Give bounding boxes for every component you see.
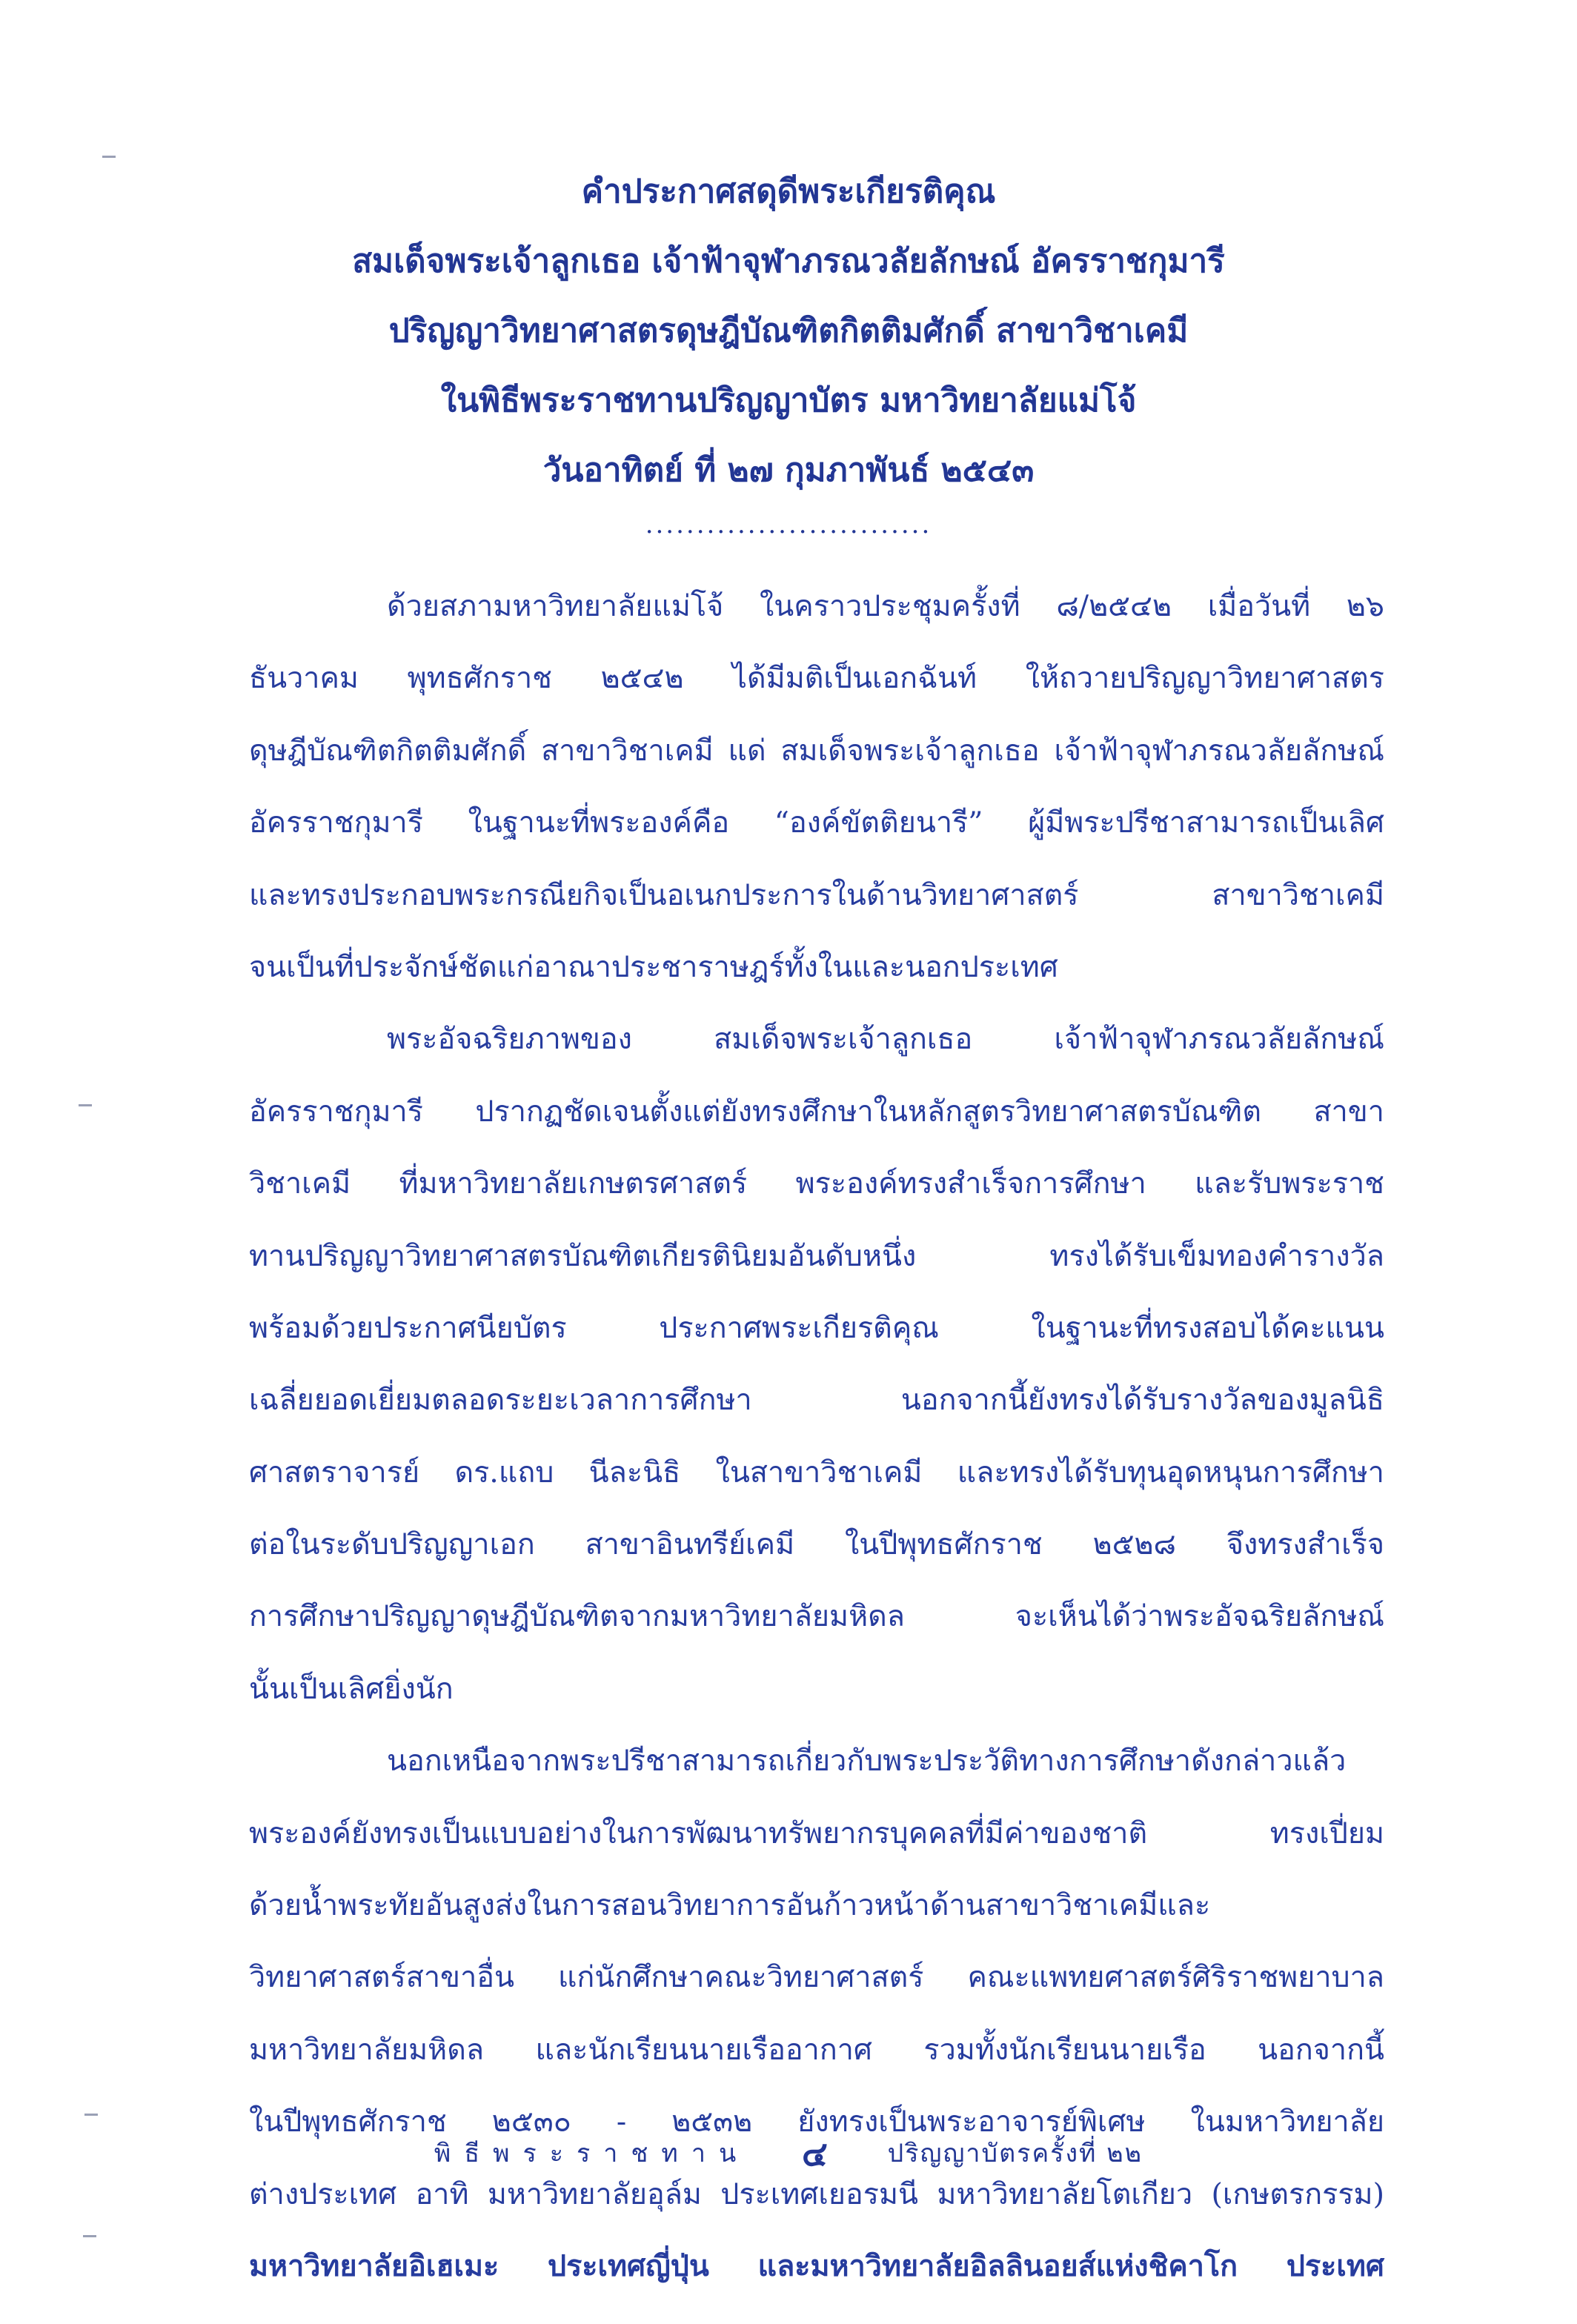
body-line: พร้อมด้วยประกาศนียบัตร ประกาศพระเกียรติคุณ ในฐานะที่ทรงสอบได้คะแนน (249, 1310, 1384, 1345)
body-line: ด้วยน้ำพระทัยอันสูงส่งในการสอนวิทยาการอันก้าวหน้าด้านสาขาวิชาเคมีและ (249, 1888, 1211, 1923)
scan-margin-mark (84, 2114, 98, 2116)
body-line: ดุษฎีบัณฑิตกิตติมศักดิ์ สาขาวิชาเคมี แด่ สมเด็จพระเจ้าลูกเธอ เจ้าฟ้าจุฬาภรณวลัยลักษณ์ (249, 733, 1384, 768)
scan-margin-mark (79, 1104, 92, 1106)
body-line: และทรงประกอบพระกรณียกิจเป็นอเนกประการในด้านวิทยาศาสตร์ สาขาวิชาเคมี (249, 877, 1384, 912)
heading-date: วันอาทิตย์ ที่ ๒๗ กุมภาพันธ์ ๒๕๔๓ (542, 451, 1035, 489)
scan-margin-mark (83, 2235, 96, 2237)
body-line: มหาวิทยาลัยมหิดล และนักเรียนนายเรืออากาศ รวมทั้งนักเรียนนายเรือ นอกจากนี้ (249, 2032, 1384, 2067)
body-line: เฉลี่ยยอดเยี่ยมตลอดระยะเวลาการศึกษา นอกจากนี้ยังทรงได้รับรางวัลของมูลนิธิ (249, 1383, 1384, 1418)
footer-ceremony-label: พิธีพระราชทาน (434, 2139, 750, 2168)
body-line: มหาวิทยาลัยอิเฮเมะ ประเทศญี่ปุ่น และมหาวิทยาลัยอิลลินอยส์แห่งชิคาโก ประเทศ (249, 2248, 1384, 2283)
body-line: ด้วยสภามหาวิทยาลัยแม่โจ้ ในคราวประชุมครั้งที่ ๘/๒๕๔๒ เมื่อวันที่ ๒๖ (387, 589, 1384, 623)
body-line: ศาสตราจารย์ ดร.แถบ นีละนิธิ ในสาขาวิชาเคมี และทรงได้รับทุนอุดหนุนการศึกษา (249, 1455, 1384, 1490)
body-line: ต่างประเทศ อาทิ มหาวิทยาลัยอุล์ม ประเทศเยอรมนี มหาวิทยาลัยโตเกียว (เกษตรกรรม) (249, 2177, 1384, 2211)
page-number: ๔ (802, 2134, 828, 2174)
body-line: พระอัจฉริยภาพของ สมเด็จพระเจ้าลูกเธอ เจ้าฟ้าจุฬาภรณวลัยลักษณ์ (387, 1022, 1384, 1057)
proclamation-body (249, 571, 1384, 2303)
body-line: ต่อในระดับปริญญาเอก สาขาอินทรีย์เคมี ในปีพุทธศักราช ๒๕๒๘ จึงทรงสำเร็จ (249, 1527, 1384, 1562)
body-line: ธันวาคม พุทธศักราช ๒๕๔๒ ได้มีมติเป็นเอกฉันท์ ให้ถวายปริญญาวิทยาศาสตร (249, 661, 1384, 696)
body-line: วิชาเคมี ที่มหาวิทยาลัยเกษตรศาสตร์ พระองค์ทรงสำเร็จการศึกษา และรับพระราช (249, 1166, 1384, 1201)
heading-honoree: สมเด็จพระเจ้าลูกเธอ เจ้าฟ้าจุฬาภรณวลัยลักษณ์ อัครราชกุมารี (352, 242, 1225, 280)
body-line: นอกเหนือจากพระปรีชาสามารถเกี่ยวกับพระประวัติทางการศึกษาดังกล่าวแล้ว (387, 1744, 1347, 1779)
footer-edition-label: ปริญญาบัตรครั้งที่ ๒๒ (887, 2139, 1143, 2168)
body-line: อัครราชกุมารี ปรากฏชัดเจนตั้งแต่ยังทรงศึกษาในหลักสูตรวิทยาศาสตรบัณฑิต สาขา (249, 1094, 1384, 1129)
body-line: นั้นเป็นเลิศยิ่งนัก (249, 1671, 454, 1706)
heading-title: คำประกาศสดุดีพระเกียรติคุณ (581, 173, 996, 210)
heading-divider: ............................ (645, 510, 932, 540)
scan-margin-mark (102, 156, 116, 158)
body-line: การศึกษาปริญญาดุษฎีบัณฑิตจากมหาวิทยาลัยมหิดล จะเห็นได้ว่าพระอัจฉริยลักษณ์ (249, 1599, 1384, 1634)
body-line: อัครราชกุมารี ในฐานะที่พระองค์คือ “องค์ขัตติยนารี” ผู้มีพระปรีชาสามารถเป็นเลิศ (249, 806, 1384, 840)
heading-degree: ปริญญาวิทยาศาสตรดุษฎีบัณฑิตกิตติมศักดิ์ สาขาวิชาเคมี (388, 312, 1189, 350)
body-line: พระองค์ยังทรงเป็นแบบอย่างในการพัฒนาทรัพยากรบุคคลที่มีค่าของชาติ ทรงเปี่ยม (249, 1816, 1384, 1850)
heading-ceremony: ในพิธีพระราชทานปริญญาบัตร มหาวิทยาลัยแม่โจ้ (440, 382, 1137, 419)
proclamation-heading (148, 157, 1429, 540)
body-line: ทานปริญญาวิทยาศาสตรบัณฑิตเกียรตินิยมอันดับหนึ่ง ทรงได้รับเข็มทองคำรางวัล (249, 1238, 1384, 1273)
body-line: วิทยาศาสตร์สาขาอื่น แก่นักศึกษาคณะวิทยาศาสตร์ คณะแพทยศาสตร์ศิริราชพยาบาล (249, 1960, 1384, 1995)
page-footer (222, 2134, 1355, 2174)
body-line: จนเป็นที่ประจักษ์ชัดแก่อาณาประชาราษฎร์ทั้งในและนอกประเทศ (249, 949, 1058, 984)
body-line: ในปีพุทธศักราช ๒๕๓๐ - ๒๕๓๒ ยังทรงเป็นพระอาจารย์พิเศษ ในมหาวิทยาลัย (249, 2105, 1384, 2139)
